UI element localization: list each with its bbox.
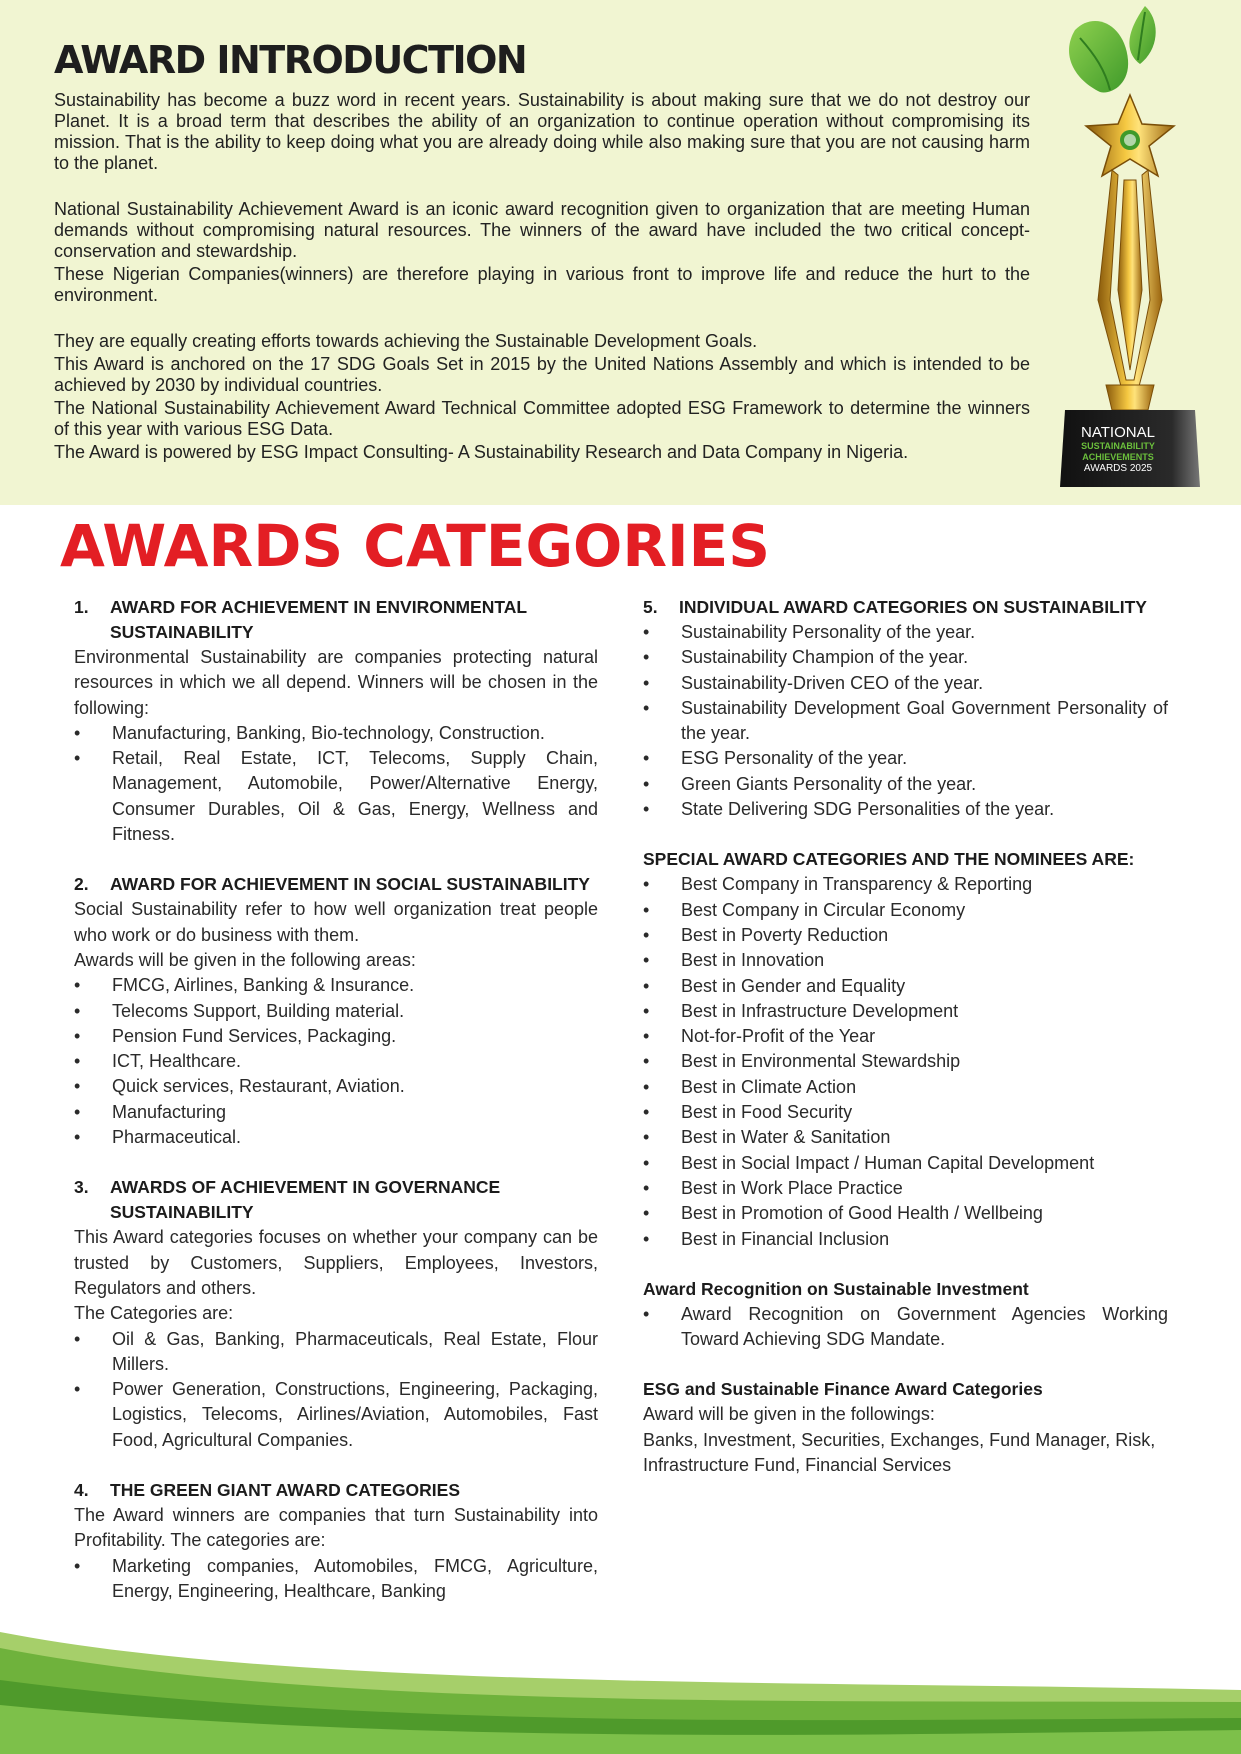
section-text: Environmental Sustainability are companies protecting natural resources in which we all depend. Winners will be chosen in the following:: [74, 647, 598, 718]
section-number: 4.: [74, 1480, 89, 1501]
list-item: • Best in Social Impact / Human Capital Development: [643, 1151, 1168, 1176]
list-item: • Manufacturing: [74, 1100, 598, 1125]
list-item: • Best in Financial Inclusion: [643, 1227, 1168, 1252]
bullet-list: [74, 1554, 598, 1605]
list-item: • Marketing companies, Automobiles, FMCG, Agriculture, Energy, Engineering, Healthcare, Banking: [74, 1554, 598, 1605]
list-item: • Best in Climate Action: [643, 1075, 1168, 1100]
section-text: The Categories are:: [74, 1303, 234, 1324]
intro-text: [54, 90, 1030, 465]
list-item: • Best in Innovation: [643, 948, 1168, 973]
section-heading: [643, 595, 1168, 620]
section-text: Awards will be given in the following areas:: [74, 949, 416, 970]
list-item: • Best in Food Security: [643, 1100, 1168, 1125]
intro-paragraph: The National Sustainability Achievement Award Technical Committee adopted ESG Framework to determine the winners of this year with various ESG Data.: [54, 398, 1030, 439]
list-item: • Manufacturing, Banking, Bio-technology, Construction.: [74, 721, 598, 746]
list-item: • Best in Gender and Equality: [643, 974, 1168, 999]
section-number: 2.: [74, 874, 89, 895]
list-item: • Best Company in Transparency & Reporting: [643, 872, 1168, 897]
section-title: AWARD FOR ACHIEVEMENT IN ENVIRONMENTAL SUSTAINABILITY: [110, 597, 527, 642]
section-text: Banks, Investment, Securities, Exchanges, Fund Manager, Risk, Infrastructure Fund, Financial Services: [643, 1429, 1156, 1476]
left-column: [74, 595, 598, 1604]
intro-title: AWARD INTRODUCTION: [54, 38, 527, 82]
section-text: The Award winners are companies that turn Sustainability into Profitability. The categories are:: [74, 1505, 598, 1551]
section-heading: [74, 872, 598, 897]
list-item: • State Delivering SDG Personalities of the year.: [643, 797, 1168, 822]
intro-paragraph: Sustainability has become a buzz word in recent years. Sustainability is about making sure that we do not destroy our Planet. It is a broad term that describes the ability of an organization to continue operation without compromising its mission. That is the ability to keep doing what you are already doing while also making sure that you are not causing harm to the planet.: [54, 90, 1030, 173]
intro-paragraph: National Sustainability Achievement Award is an iconic award recognition given to organization that are meeting Human demands without compromising natural resources. The winners of the award have included the two critical concept- conservation and stewardship.: [54, 199, 1030, 261]
list-item: • Sustainability Champion of the year.: [643, 645, 1168, 670]
intro-paragraph: This Award is anchored on the 17 SDG Goals Set in 2015 by the United Nations Assembly and which is intended to be achieved by 2030 by individual countries.: [54, 354, 1030, 395]
list-item: • FMCG, Airlines, Banking & Insurance.: [74, 973, 598, 998]
list-item: • Oil & Gas, Banking, Pharmaceuticals, Real Estate, Flour Millers.: [74, 1327, 598, 1378]
finance-heading: ESG and Sustainable Finance Award Categories: [643, 1379, 1043, 1400]
bullet-list: [643, 872, 1168, 1251]
bullet-list: [74, 721, 598, 847]
bullet-list: [643, 1302, 1168, 1353]
list-item: • Best Company in Circular Economy: [643, 898, 1168, 923]
section-text: Award will be given in the followings:: [643, 1404, 935, 1425]
section-number: 3.: [74, 1177, 89, 1198]
leaf-icon: [1129, 6, 1155, 64]
intro-paragraph: The Award is powered by ESG Impact Consulting- A Sustainability Research and Data Company in Nigeria.: [54, 442, 909, 462]
list-item: • Green Giants Personality of the year.: [643, 772, 1168, 797]
list-item: • Power Generation, Constructions, Engineering, Packaging, Logistics, Telecoms, Airlines/Aviation, Automobiles, Fast Food, Agricultural Companies.: [74, 1377, 598, 1453]
list-item: • Sustainability Development Goal Government Personality of the year.: [643, 696, 1168, 747]
list-item: • Sustainability-Driven CEO of the year.: [643, 671, 1168, 696]
trophy-label: [1066, 425, 1170, 474]
list-item: • Telecoms Support, Building material.: [74, 999, 598, 1024]
trophy-label-line: AWARDS 2025: [1083, 463, 1153, 474]
bullet-list: [74, 973, 598, 1150]
leaf-icon: [1069, 21, 1128, 92]
list-item: • Best in Work Place Practice: [643, 1176, 1168, 1201]
section-text: Social Sustainability refer to how well organization treat people who work or do business with them.: [74, 899, 598, 945]
section-title: AWARDS OF ACHIEVEMENT IN GOVERNANCE SUSTAINABILITY: [110, 1177, 501, 1223]
section-heading: [74, 595, 598, 645]
bullet-list: [643, 620, 1168, 822]
list-item: • Best in Poverty Reduction: [643, 923, 1168, 948]
investment-heading: Award Recognition on Sustainable Investment: [643, 1278, 1029, 1299]
bullet-list: [74, 1327, 598, 1453]
section-title: AWARD FOR ACHIEVEMENT IN SOCIAL SUSTAINABILITY: [110, 874, 590, 895]
list-item: • Best in Environmental Stewardship: [643, 1049, 1168, 1074]
trophy-label-line: NATIONAL: [1081, 424, 1155, 441]
section-title: THE GREEN GIANT AWARD CATEGORIES: [110, 1480, 461, 1501]
list-item: • Best in Promotion of Good Health / Wellbeing: [643, 1201, 1168, 1226]
list-item: • Quick services, Restaurant, Aviation.: [74, 1074, 598, 1099]
list-item: • Retail, Real Estate, ICT, Telecoms, Supply Chain, Management, Automobile, Power/Alternative Energy, Consumer Durables, Oil & Gas, Energy, Wellness and Fitness.: [74, 746, 598, 847]
section-heading: [74, 1175, 598, 1225]
list-item: • Pharmaceutical.: [74, 1125, 598, 1150]
list-item: • ESG Personality of the year.: [643, 746, 1168, 771]
section-text: This Award categories focuses on whether your company can be trusted by Customers, Suppliers, Employees, Investors, Regulators and others.: [74, 1227, 598, 1298]
list-item: • ICT, Healthcare.: [74, 1049, 598, 1074]
list-item: • Best in Infrastructure Development: [643, 999, 1168, 1024]
trophy-illustration: [1050, 0, 1210, 495]
special-heading: SPECIAL AWARD CATEGORIES AND THE NOMINEES ARE:: [643, 849, 1135, 870]
intro-paragraph: They are equally creating efforts towards achieving the Sustainable Development Goals.: [54, 331, 758, 351]
trophy-label-line: ACHIEVEMENTS: [1082, 452, 1154, 462]
list-item: • Not-for-Profit of the Year: [643, 1024, 1168, 1049]
list-item: • Sustainability Personality of the year.: [643, 620, 1168, 645]
section-title: INDIVIDUAL AWARD CATEGORIES ON SUSTAINABILITY: [679, 597, 1147, 617]
categories-title: AWARDS CATEGORIES: [60, 512, 770, 580]
list-item: • Pension Fund Services, Packaging.: [74, 1024, 598, 1049]
section-number: 5.: [643, 597, 658, 617]
trophy-label-line: SUSTAINABILITY: [1081, 441, 1155, 451]
footer-wave: [0, 1620, 1241, 1754]
list-item: • Best in Water & Sanitation: [643, 1125, 1168, 1150]
list-item: • Award Recognition on Government Agencies Working Toward Achieving SDG Mandate.: [643, 1302, 1168, 1353]
right-column: [643, 595, 1168, 1478]
intro-paragraph: These Nigerian Companies(winners) are therefore playing in various front to improve life and reduce the hurt to the environment.: [54, 264, 1030, 305]
section-number: 1.: [74, 597, 89, 617]
section-heading: [74, 1478, 598, 1503]
